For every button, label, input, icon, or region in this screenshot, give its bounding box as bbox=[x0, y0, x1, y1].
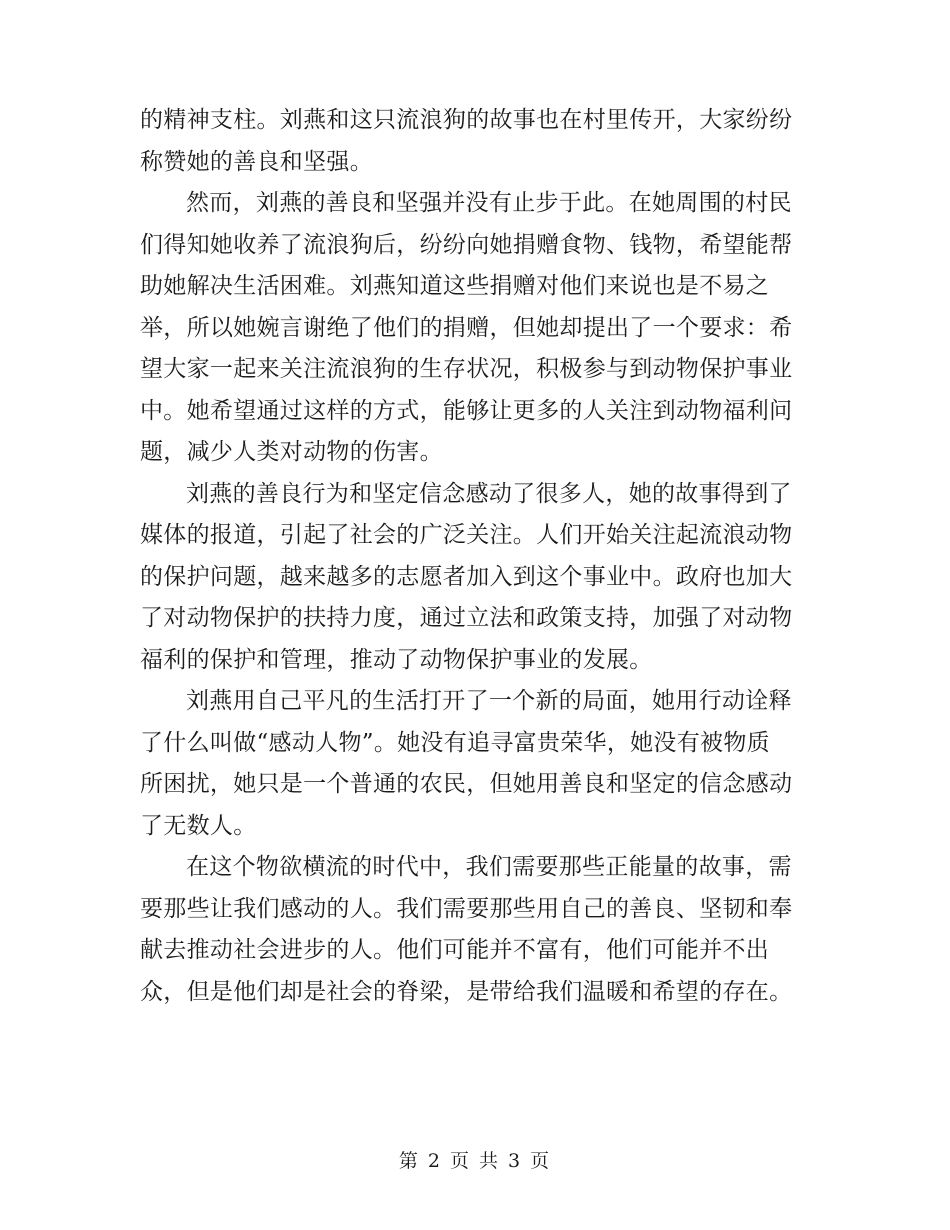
text-line: 在这个物欲横流的时代中，我们需要那些正能量的故事，需 bbox=[186, 854, 792, 880]
text-line: 刘燕用自己平凡的生活打开了一个新的局面，她用行动诠释 bbox=[186, 688, 792, 714]
text-line: 望大家一起来关注流浪狗的生存状况，积极参与到动物保护事业 bbox=[140, 356, 793, 382]
text-line: 举，所以她婉言谢绝了他们的捐赠，但她却提出了一个要求：希 bbox=[140, 314, 793, 341]
text-line: 了什么叫做“感动人物”。她没有追寻富贵荣华，她没有被物质 bbox=[140, 729, 770, 756]
text-line: 们得知她收养了流浪狗后，纷纷向她捐赠食物、钱物，希望能帮 bbox=[140, 231, 793, 258]
text-line: 福利的保护和管理，推动了动物保护事业的发展。 bbox=[140, 646, 653, 673]
text-line: 刘燕的善良行为和坚定信念感动了很多人，她的故事得到了 bbox=[186, 480, 792, 507]
text-line: 众，但是他们却是社会的脊梁，是带给我们温暖和希望的存在。 bbox=[140, 978, 793, 1005]
text-line: 助她解决生活困难。刘燕知道这些捐赠对他们来说也是不易之 bbox=[140, 273, 770, 299]
text-line: 要那些让我们感动的人。我们需要那些用自己的善良、坚韧和奉 bbox=[140, 895, 793, 922]
text-line: 题，减少人类对动物的伤害。 bbox=[140, 439, 443, 465]
text-line: 的保护问题，越来越多的志愿者加入到这个事业中。政府也加大 bbox=[140, 563, 793, 590]
document-body bbox=[140, 100, 810, 1013]
text-line: 称赞她的善良和坚强。 bbox=[140, 148, 373, 175]
text-line: 了对动物保护的扶持力度，通过立法和政策支持，加强了对动物 bbox=[140, 605, 793, 631]
text-line: 然而，刘燕的善良和坚强并没有止步于此。在她周围的村民 bbox=[186, 190, 792, 216]
text-line: 媒体的报道，引起了社会的广泛关注。人们开始关注起流浪动物 bbox=[140, 522, 793, 548]
text-line: 中。她希望通过这样的方式，能够让更多的人关注到动物福利问 bbox=[140, 397, 793, 424]
text-line: 献去推动社会进步的人。他们可能并不富有，他们可能并不出 bbox=[140, 937, 770, 963]
text-line: 所困扰，她只是一个普通的农民，但她用善良和坚定的信念感动 bbox=[140, 771, 793, 797]
text-line: 了无数人。 bbox=[140, 812, 257, 839]
text-line: 的精神支柱。刘燕和这只流浪狗的故事也在村里传开，大家纷纷 bbox=[140, 107, 793, 133]
page-number-footer: 第 2 页 共 3 页 bbox=[398, 1150, 552, 1172]
